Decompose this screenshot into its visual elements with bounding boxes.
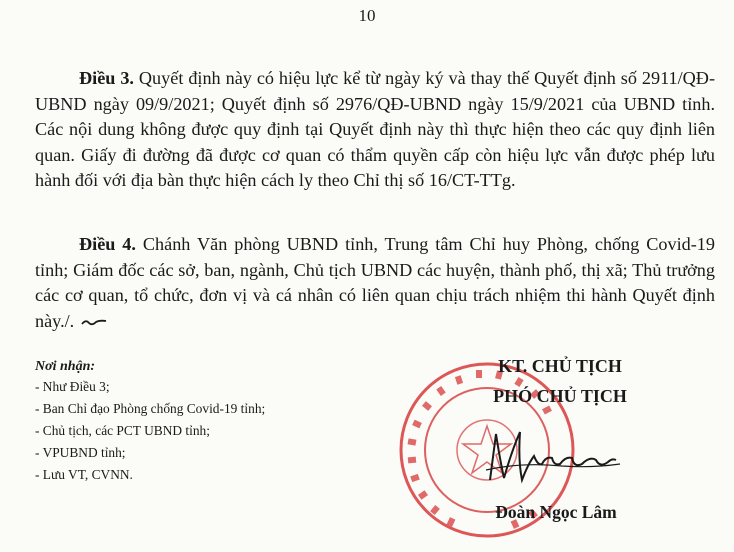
signer-name: Đoàn Ngọc Lâm	[495, 502, 617, 522]
recipients-heading: Nơi nhận:	[35, 359, 96, 374]
article-4-label: Điều 4.	[79, 234, 136, 254]
signature-block	[410, 352, 710, 552]
article-4-text: Chánh Văn phòng UBND tỉnh, Trung tâm Chỉ huy Phòng, chống Covid-19 tỉnh; Giám đốc các sở, ban, ngành, Chủ tịch UBND các huyện, thành phố, thị xã; Thủ trưởng các cơ quan, tổ chức, đơn vị và cá nhân có liên quan chịu trách nhiệm thi hành Quyết định này./.	[35, 234, 715, 331]
article-3	[35, 66, 715, 194]
signature-title-line1: KT. CHỦ TỊCH	[498, 356, 622, 376]
article-4	[35, 232, 715, 334]
recipient-item: - Chủ tịch, các PCT UBND tỉnh;	[35, 423, 210, 438]
handwritten-signature	[482, 420, 622, 490]
recipient-item: - VPUBND tỉnh;	[35, 445, 126, 460]
recipient-item: - Như Điều 3;	[35, 379, 110, 394]
recipient-item: - Ban Chỉ đạo Phòng chống Covid-19 tỉnh;	[35, 401, 266, 416]
handwritten-check-mark	[80, 316, 108, 328]
recipient-item: - Lưu VT, CVNN.	[35, 467, 133, 482]
article-3-text: Quyết định này có hiệu lực kể từ ngày ký và thay thế Quyết định số 2911/QĐ-UBND ngày 09/9/2021; Quyết định số 2976/QĐ-UBND ngày 15/9/2021 của UBND tỉnh. Các nội dung không được quy định tại Quyết định này thì thực hiện theo các quy định liên quan. Giấy đi đường đã được cơ quan có thẩm quyền cấp còn hiệu lực vẫn được phép lưu hành đối với địa bàn thực hiện cách ly theo Chỉ thị số 16/CT-TTg.	[35, 68, 715, 190]
page-number: 10	[358, 6, 376, 25]
recipients-list	[35, 358, 415, 486]
signature-title-line2: PHÓ CHỦ TỊCH	[493, 386, 627, 406]
article-3-label: Điều 3.	[79, 68, 134, 88]
